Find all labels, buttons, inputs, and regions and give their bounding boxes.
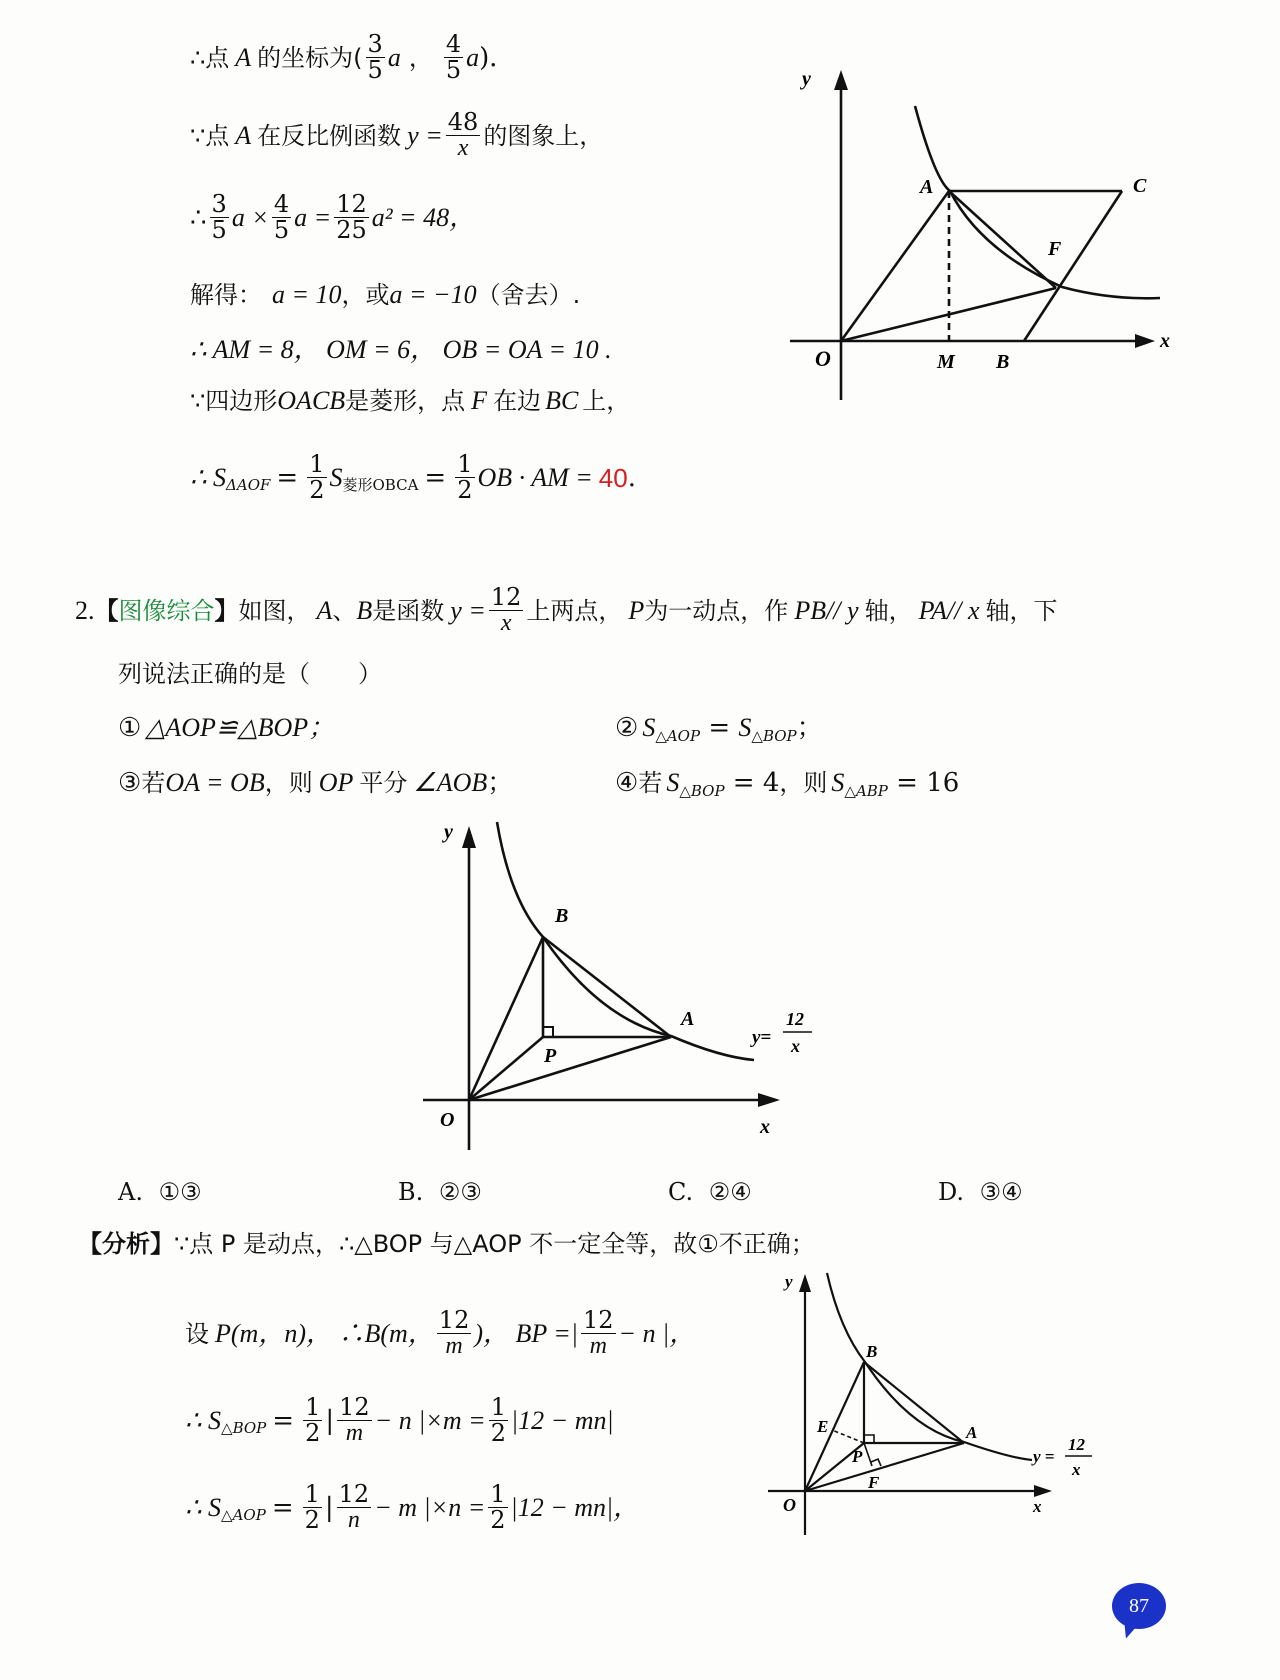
- point: F: [471, 386, 488, 415]
- subscript: 菱形OBCA: [342, 476, 419, 495]
- hyperbola-curve: [497, 822, 754, 1060]
- fraction: [437, 1308, 472, 1359]
- var-a: A: [235, 42, 252, 72]
- text: 为一动点，作: [644, 596, 789, 625]
- subscript: △BOP: [751, 726, 797, 745]
- label-y: y: [444, 821, 453, 843]
- label-B: B: [996, 351, 1010, 373]
- x-axis-arrow-icon: [758, 1093, 780, 1107]
- area-symbol: ∴ S: [185, 1405, 222, 1435]
- right-angle-mark-icon: [543, 1027, 553, 1037]
- fraction: [488, 1482, 507, 1533]
- text: ∵四边形: [190, 387, 278, 415]
- solution-line-area: [190, 452, 636, 503]
- solution-line-solve: [190, 282, 580, 308]
- expression: OB · AM =: [477, 462, 593, 492]
- term: a =: [294, 202, 332, 232]
- text: ，则: [779, 769, 828, 797]
- denominator: n: [347, 1507, 360, 1534]
- denominator: x: [500, 610, 512, 637]
- equals: =: [700, 713, 739, 743]
- term: a ×: [231, 202, 269, 232]
- denominator: m: [589, 1333, 607, 1360]
- equals: =: [276, 462, 299, 493]
- hyperbola-curve: [915, 106, 1160, 298]
- label-M: M: [937, 351, 955, 373]
- expression: − n |×m =: [374, 1405, 486, 1435]
- text: 轴，: [864, 596, 913, 625]
- text: ∵点: [190, 121, 230, 150]
- segment: OP: [318, 768, 354, 797]
- label-function-num: 12: [1068, 1435, 1085, 1454]
- label-A: A: [920, 176, 934, 198]
- angle: ∠AOB: [413, 768, 488, 797]
- denominator: 5: [445, 56, 462, 85]
- denominator: 2: [305, 1419, 321, 1448]
- area-symbol: S: [666, 768, 680, 797]
- numerator: 1: [490, 1480, 506, 1508]
- text: ，或: [341, 281, 390, 309]
- solution-line-coordinates: [190, 32, 515, 83]
- segment-AF: [949, 191, 1056, 288]
- fraction: [303, 1395, 322, 1446]
- segment-OA: [805, 1443, 964, 1491]
- statement-1: [118, 715, 334, 741]
- fraction: [303, 1482, 322, 1533]
- fraction: [307, 452, 326, 503]
- area-symbol: S: [642, 713, 656, 742]
- segment-OB: [469, 937, 543, 1100]
- var: a: [387, 42, 401, 72]
- subscript: △BOP: [679, 781, 725, 800]
- solution-line-product: [190, 192, 475, 243]
- subscript: ΔAOF: [226, 476, 271, 495]
- solution-line-rhombus: [190, 388, 630, 414]
- question-category-tag: 图像综合: [118, 596, 215, 625]
- label-O: O: [440, 1109, 455, 1131]
- segment-BA: [864, 1362, 964, 1443]
- denominator: 2: [304, 1506, 320, 1535]
- fraction: [337, 1482, 372, 1533]
- option-value: ②③: [438, 1178, 482, 1206]
- label-P: P: [544, 1045, 557, 1067]
- shape-name: OACB: [277, 386, 346, 415]
- denominator: m: [345, 1420, 364, 1447]
- option-letter: A.: [118, 1178, 143, 1206]
- question-2-stem: [75, 585, 1057, 636]
- bracket: 【: [94, 596, 119, 625]
- area-symbol: S: [329, 462, 343, 492]
- text: 设: [185, 1319, 209, 1348]
- analysis-line-1: [78, 1232, 815, 1256]
- subscript: △AOP: [655, 726, 701, 745]
- numerator: 48: [447, 108, 479, 136]
- subscript: △AOP: [221, 1506, 266, 1525]
- therefore: ∴: [190, 202, 207, 233]
- statement-marker: ③: [118, 768, 142, 798]
- numerator: 3: [211, 190, 227, 218]
- figure-hyperbola-graph: [420, 820, 840, 1160]
- label-A: A: [966, 1423, 978, 1442]
- label-O: O: [783, 1495, 796, 1515]
- label-E: E: [817, 1417, 829, 1436]
- option-letter: B.: [398, 1178, 424, 1206]
- text: 若: [141, 769, 166, 797]
- text: 在边: [493, 387, 542, 415]
- expression: − n |，: [618, 1318, 696, 1348]
- text: .: [627, 462, 636, 493]
- text: 解得：: [190, 281, 262, 309]
- label-O: O: [815, 346, 831, 371]
- text: 的坐标为(: [257, 43, 363, 72]
- abs-bar: |: [325, 1405, 335, 1436]
- fraction: [581, 1308, 616, 1359]
- text: 上两点，: [526, 596, 623, 625]
- expression: |12 − mn|，: [510, 1492, 640, 1522]
- denominator: 2: [457, 476, 473, 505]
- text: ∴点: [190, 43, 230, 72]
- question-2-prompt: 列说法正确的是（ ）: [118, 660, 382, 688]
- condition-PA: PA// x: [918, 595, 980, 625]
- numerator: 12: [336, 190, 367, 218]
- equals: = 4: [724, 768, 780, 798]
- equation: a = −10: [389, 280, 477, 309]
- label-y: y: [802, 68, 811, 90]
- segment-PF: [864, 1443, 872, 1466]
- equals: = 16: [887, 768, 960, 798]
- numerator: 12: [438, 1306, 470, 1334]
- label-F: F: [868, 1473, 880, 1492]
- numerator: 3: [367, 30, 383, 58]
- statement-marker: ①: [118, 713, 142, 743]
- expression: P(m，n)， ∴B(m，: [215, 1318, 434, 1348]
- numerator: 4: [273, 190, 290, 218]
- text: 是菱形，点: [345, 387, 466, 415]
- fraction: [334, 192, 369, 243]
- text: （舍去）.: [476, 281, 581, 309]
- statement-marker: ④: [615, 768, 639, 798]
- option-B[interactable]: [398, 1178, 482, 1206]
- text: )．: [479, 42, 516, 73]
- side: BC: [545, 386, 579, 415]
- equals: =: [424, 462, 447, 493]
- label-x: x: [1160, 330, 1170, 352]
- fraction: [489, 1395, 508, 1446]
- segment-PE-dashed: [832, 1430, 864, 1443]
- statement-marker: ②: [615, 713, 639, 743]
- label-function-num: 12: [786, 1009, 804, 1029]
- numerator: 1: [304, 1480, 320, 1508]
- denominator: x: [457, 135, 469, 162]
- segment-OA: [469, 1037, 671, 1100]
- subscript: △ABP: [844, 781, 888, 800]
- numerator: 1: [457, 450, 473, 478]
- point-A: A: [316, 595, 333, 625]
- denominator: 5: [211, 216, 227, 245]
- statement-text: △AOP≌△BOP；: [145, 713, 335, 742]
- fraction: [455, 452, 474, 503]
- fraction: [337, 1395, 372, 1446]
- bracket: 】: [214, 596, 239, 625]
- y-axis-arrow-icon: [799, 1274, 811, 1292]
- numerator: 1: [490, 1393, 507, 1421]
- denominator: 2: [490, 1419, 507, 1448]
- var-a: A: [235, 120, 252, 150]
- subscript: △BOP: [221, 1419, 267, 1438]
- text: 平分: [359, 769, 408, 797]
- option-D[interactable]: [938, 1178, 1023, 1206]
- label-function: y =: [1033, 1447, 1055, 1466]
- fraction: [366, 32, 385, 83]
- label-x: x: [760, 1116, 770, 1138]
- area-symbol: S: [738, 713, 752, 742]
- question-number: 2.: [75, 595, 95, 625]
- right-angle-mark-icon: [864, 1435, 874, 1443]
- statement-2: [615, 713, 823, 745]
- y-axis-arrow-icon: [462, 826, 476, 848]
- denominator: 2: [309, 476, 325, 505]
- label-B: B: [555, 905, 569, 927]
- denominator: 25: [336, 216, 367, 245]
- label-function: y=: [752, 1027, 772, 1048]
- point-P: P: [628, 595, 645, 625]
- equation-lhs: y =: [407, 120, 443, 150]
- area-symbol: ∴ S: [190, 462, 227, 492]
- label-x: x: [1033, 1497, 1042, 1516]
- numerator: 1: [305, 1393, 321, 1421]
- text: 如图，: [238, 596, 311, 625]
- equals: =: [272, 1405, 295, 1436]
- segment-BA: [543, 937, 671, 1037]
- equation-lhs: y =: [450, 595, 486, 625]
- fraction: [210, 192, 229, 243]
- text: ，则: [264, 769, 313, 797]
- figure-rhombus-graph: [780, 60, 1180, 420]
- label-y: y: [785, 1272, 793, 1291]
- numerator: 12: [583, 1306, 614, 1334]
- option-A[interactable]: [118, 1178, 202, 1206]
- text: ；: [487, 768, 514, 798]
- fraction: [272, 192, 291, 243]
- condition-PB: PB// y: [794, 595, 859, 625]
- label-B: B: [866, 1342, 878, 1361]
- text: 的图象上，: [483, 121, 604, 150]
- equation: a = 10: [272, 280, 342, 309]
- expression: |12 − mn|: [511, 1405, 614, 1435]
- label-C: C: [1133, 175, 1147, 197]
- option-C[interactable]: [668, 1178, 752, 1206]
- expression: − m |×n =: [374, 1492, 486, 1522]
- denominator: 5: [367, 56, 383, 85]
- denominator: 2: [490, 1506, 506, 1535]
- abs-bar: |: [324, 1492, 334, 1523]
- numerator: 12: [339, 1393, 370, 1421]
- label-F: F: [1048, 238, 1062, 260]
- option-value: ③④: [979, 1178, 1023, 1206]
- text: 上，: [582, 387, 631, 415]
- term: a² = 48，: [371, 202, 476, 232]
- analysis-line-2: [185, 1308, 695, 1359]
- hyperbola-curve: [827, 1273, 1032, 1460]
- statement-4: [615, 768, 960, 800]
- x-axis-arrow-icon: [1034, 1485, 1052, 1497]
- text: ，: [408, 43, 433, 72]
- text: 是函数: [372, 596, 445, 625]
- area-symbol: ∴ S: [185, 1492, 222, 1522]
- answer-value: 40: [598, 462, 628, 493]
- expression: )， BP =|: [474, 1318, 578, 1348]
- option-value: ②④: [708, 1178, 752, 1206]
- solution-line-lengths: ∴ AM = 8， OM = 6， OB = OA = 10 .: [190, 335, 612, 364]
- segment-OB: [805, 1362, 864, 1491]
- fraction: [444, 32, 463, 83]
- var: a: [466, 42, 480, 72]
- text: 在反比例函数: [257, 121, 402, 150]
- label-function-den: x: [1072, 1460, 1081, 1479]
- text: ；: [796, 713, 823, 743]
- option-letter: D.: [938, 1178, 965, 1206]
- figure-analysis-graph: [760, 1270, 1120, 1550]
- x-axis-arrow-icon: [1135, 334, 1155, 348]
- y-axis-arrow-icon: [834, 70, 848, 90]
- analysis-text: ∵点 P 是动点，∴△BOP 与△AOP 不一定全等，故①不正确；: [174, 1230, 815, 1258]
- page-number-badge: [1112, 1583, 1166, 1629]
- page-number: 87: [1129, 1594, 1149, 1617]
- denominator: m: [445, 1333, 463, 1360]
- numerator: 1: [309, 450, 325, 478]
- text: 若: [638, 769, 663, 797]
- numerator: 12: [338, 1480, 370, 1508]
- condition: OA = OB: [165, 768, 265, 797]
- numerator: 4: [445, 30, 462, 58]
- fraction: [489, 585, 524, 636]
- option-value: ①③: [158, 1178, 202, 1206]
- analysis-line-3: [185, 1395, 614, 1446]
- label-P: P: [852, 1447, 863, 1466]
- solution-line-function: [190, 110, 603, 161]
- numerator: 12: [490, 583, 522, 611]
- segment-OP: [469, 1037, 543, 1100]
- label-A: A: [681, 1008, 695, 1030]
- text: 轴，下: [985, 596, 1058, 625]
- denominator: 5: [273, 216, 290, 245]
- fraction: [446, 110, 481, 161]
- right-angle-mark-icon: [871, 1459, 881, 1466]
- analysis-line-4: [185, 1482, 639, 1533]
- analysis-tag: 【分析】: [78, 1230, 174, 1258]
- option-letter: C.: [668, 1178, 694, 1206]
- segment-CB: [1024, 191, 1122, 341]
- label-function-den: x: [791, 1036, 800, 1056]
- text: 、: [332, 596, 357, 625]
- area-symbol: S: [831, 768, 845, 797]
- statement-3: [118, 770, 513, 796]
- point-B: B: [356, 595, 373, 625]
- equals: =: [271, 1492, 294, 1523]
